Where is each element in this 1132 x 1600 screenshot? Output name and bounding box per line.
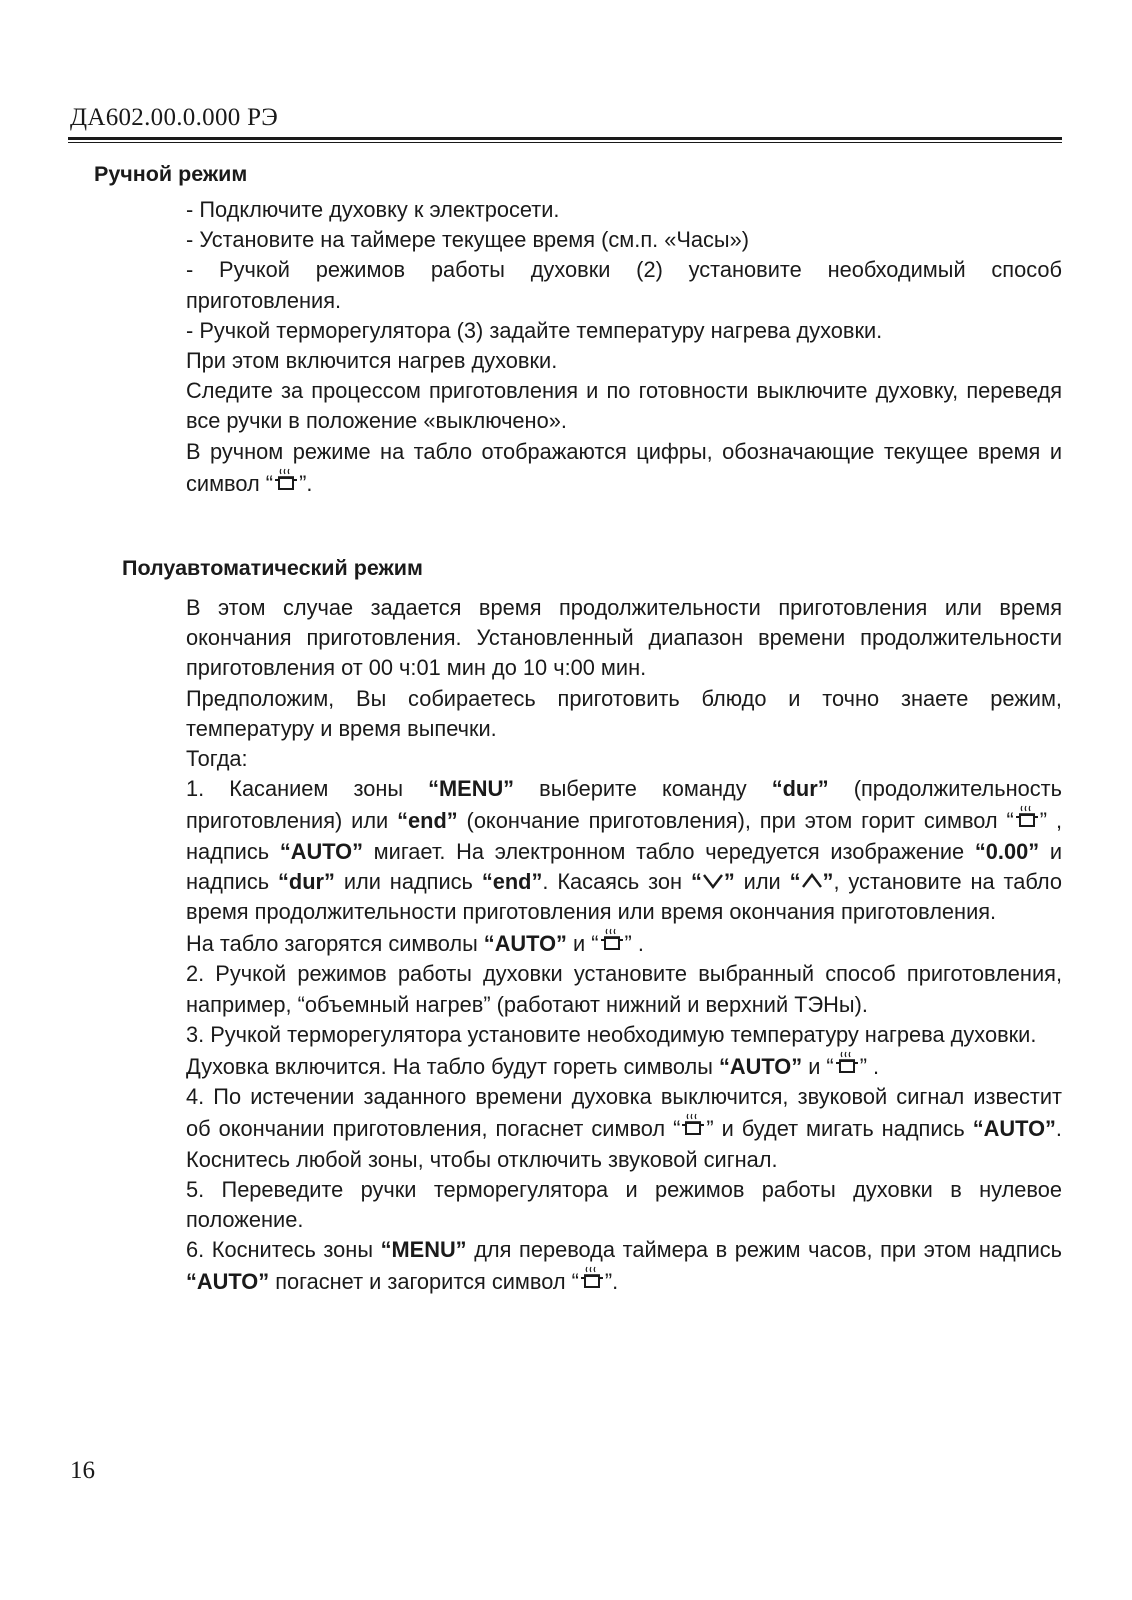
text-run: ” . <box>859 1054 880 1080</box>
quote-mark: “ <box>789 868 801 894</box>
auto-label: “AUTO” <box>279 838 363 864</box>
page-number: 16 <box>70 1457 95 1484</box>
text-run: В ручном режиме на табло отображаются цифры, обозначающие текущее время и символ “ <box>186 438 1062 496</box>
quote-mark: ” <box>822 868 834 894</box>
cooking-pot-icon <box>1015 804 1039 830</box>
auto-label: “AUTO” <box>483 931 567 957</box>
step-6 <box>186 1235 1062 1297</box>
auto-label: “AUTO” <box>972 1116 1056 1142</box>
text-run: На табло загорятся символы <box>186 931 484 957</box>
step-1-result <box>186 927 1062 959</box>
header-rule <box>68 137 1062 143</box>
manual-mode-body <box>186 195 1062 499</box>
text-run: ” и будет мигать надпись <box>706 1116 973 1142</box>
cooking-pot-icon <box>580 1265 604 1291</box>
intro-paragraph: Предположим, Вы собираетесь приготовить блюдо и точно знаете режим, температуру и время выпечки. <box>186 685 1062 741</box>
manual-line: Следите за процессом приготовления и по готовности выключите духовку, переведя все ручки в положение «выключено». <box>186 378 1062 434</box>
text-run: Духовка включится. На табло будут гореть символы <box>186 1054 719 1080</box>
text-run: мигает. На электронном табло чередуется изображение <box>362 838 975 864</box>
manual-line: - Установите на таймере текущее время (см.п. «Часы») <box>186 227 749 253</box>
step-3-result <box>186 1050 1062 1082</box>
quote-mark: ” <box>723 868 735 894</box>
section-title-semi-auto: Полуавтоматический режим <box>122 556 423 580</box>
zero-label: “0.00” <box>974 838 1040 864</box>
chevron-down-icon <box>702 873 724 889</box>
text-run: ” , надпись <box>186 808 1062 864</box>
step-3: 3. Ручкой терморегулятора установите необходимую температуру нагрева духовки. <box>186 1021 1037 1047</box>
end-label: “end” <box>481 868 543 894</box>
section-title-manual: Ручной режим <box>94 162 248 186</box>
text-run: ”. <box>299 470 313 496</box>
cooking-pot-icon <box>274 467 298 493</box>
text-run: для перевода таймера в режим часов, при этом надпись <box>466 1237 1063 1263</box>
text-run: 1. Касанием зоны <box>186 776 429 802</box>
manual-line: - Подключите духовку к электросети. <box>186 197 560 222</box>
cooking-pot-icon <box>600 927 624 953</box>
cooking-pot-icon <box>835 1050 859 1076</box>
menu-label: “MENU” <box>380 1237 467 1263</box>
text-run: (продолжительность приготовления) или <box>186 776 1062 834</box>
manual-line: При этом включится нагрев духовки. <box>186 348 558 374</box>
text-run: , установите на табло время продолжительности приготовления или время окончания приготовления. <box>186 868 1063 925</box>
intro-paragraph: В этом случае задается время продолжительности приготовления или время окончания приготовления. Установленный диапазон времени продолжительности приготовления от 00 ч:01 мин до 10 ч:00 мин. <box>186 595 1062 681</box>
intro-paragraph: Тогда: <box>186 746 248 772</box>
cooking-pot-icon <box>681 1112 705 1138</box>
end-label: “end” <box>397 808 458 834</box>
text-run: погаснет и загорится символ “ <box>269 1269 579 1295</box>
text-run: и “ <box>802 1054 834 1080</box>
text-run: выберите команду <box>514 776 772 802</box>
step-5: 5. Переведите ручки терморегулятора и режимов работы духовки в нулевое положение. <box>186 1176 1062 1233</box>
auto-label: “AUTO” <box>718 1054 803 1080</box>
document-code: ДА602.00.0.000 РЭ <box>70 104 279 131</box>
manual-line: - Ручкой терморегулятора (3) задайте температуру нагрева духовки. <box>186 317 883 343</box>
menu-label: “MENU” <box>428 776 515 802</box>
manual-line: - Ручкой режимов работы духовки (2) установите необходимый способ приготовления. <box>186 257 1062 313</box>
manual-line <box>186 437 1062 499</box>
dur-label: “dur” <box>278 868 335 894</box>
text-run: 4. По истечении заданного времени духовка выключится, звуковой сигнал известит об окончании приготовления, погаснет символ “ <box>186 1084 1062 1142</box>
text-run: или надпись <box>334 868 482 894</box>
text-run: 6. Коснитесь зоны <box>186 1237 381 1263</box>
chevron-up-icon <box>801 873 823 889</box>
text-run: или <box>734 868 790 894</box>
dur-label: “dur” <box>771 776 829 802</box>
auto-label: “AUTO” <box>186 1269 270 1295</box>
step-4 <box>186 1082 1062 1175</box>
step-1 <box>186 774 1062 927</box>
text-run: и “ <box>566 931 599 957</box>
text-run: (окончание приготовления), при этом горит символ “ <box>457 808 1014 834</box>
step-2: 2. Ручкой режимов работы духовки установите выбранный способ приготовления, например, “объемный нагрев” (работают нижний и верхний ТЭНы). <box>186 961 1062 1017</box>
text-run: ” . <box>624 931 644 957</box>
text-run: . Коснитесь любой зоны, чтобы отключить звуковой сигнал. <box>186 1116 1062 1172</box>
text-run: . Касаясь зон <box>542 868 691 894</box>
semi-auto-mode-body <box>186 593 1062 1298</box>
text-run: и надпись <box>186 838 1062 894</box>
quote-mark: “ <box>690 868 702 894</box>
text-run: ”. <box>604 1269 619 1295</box>
